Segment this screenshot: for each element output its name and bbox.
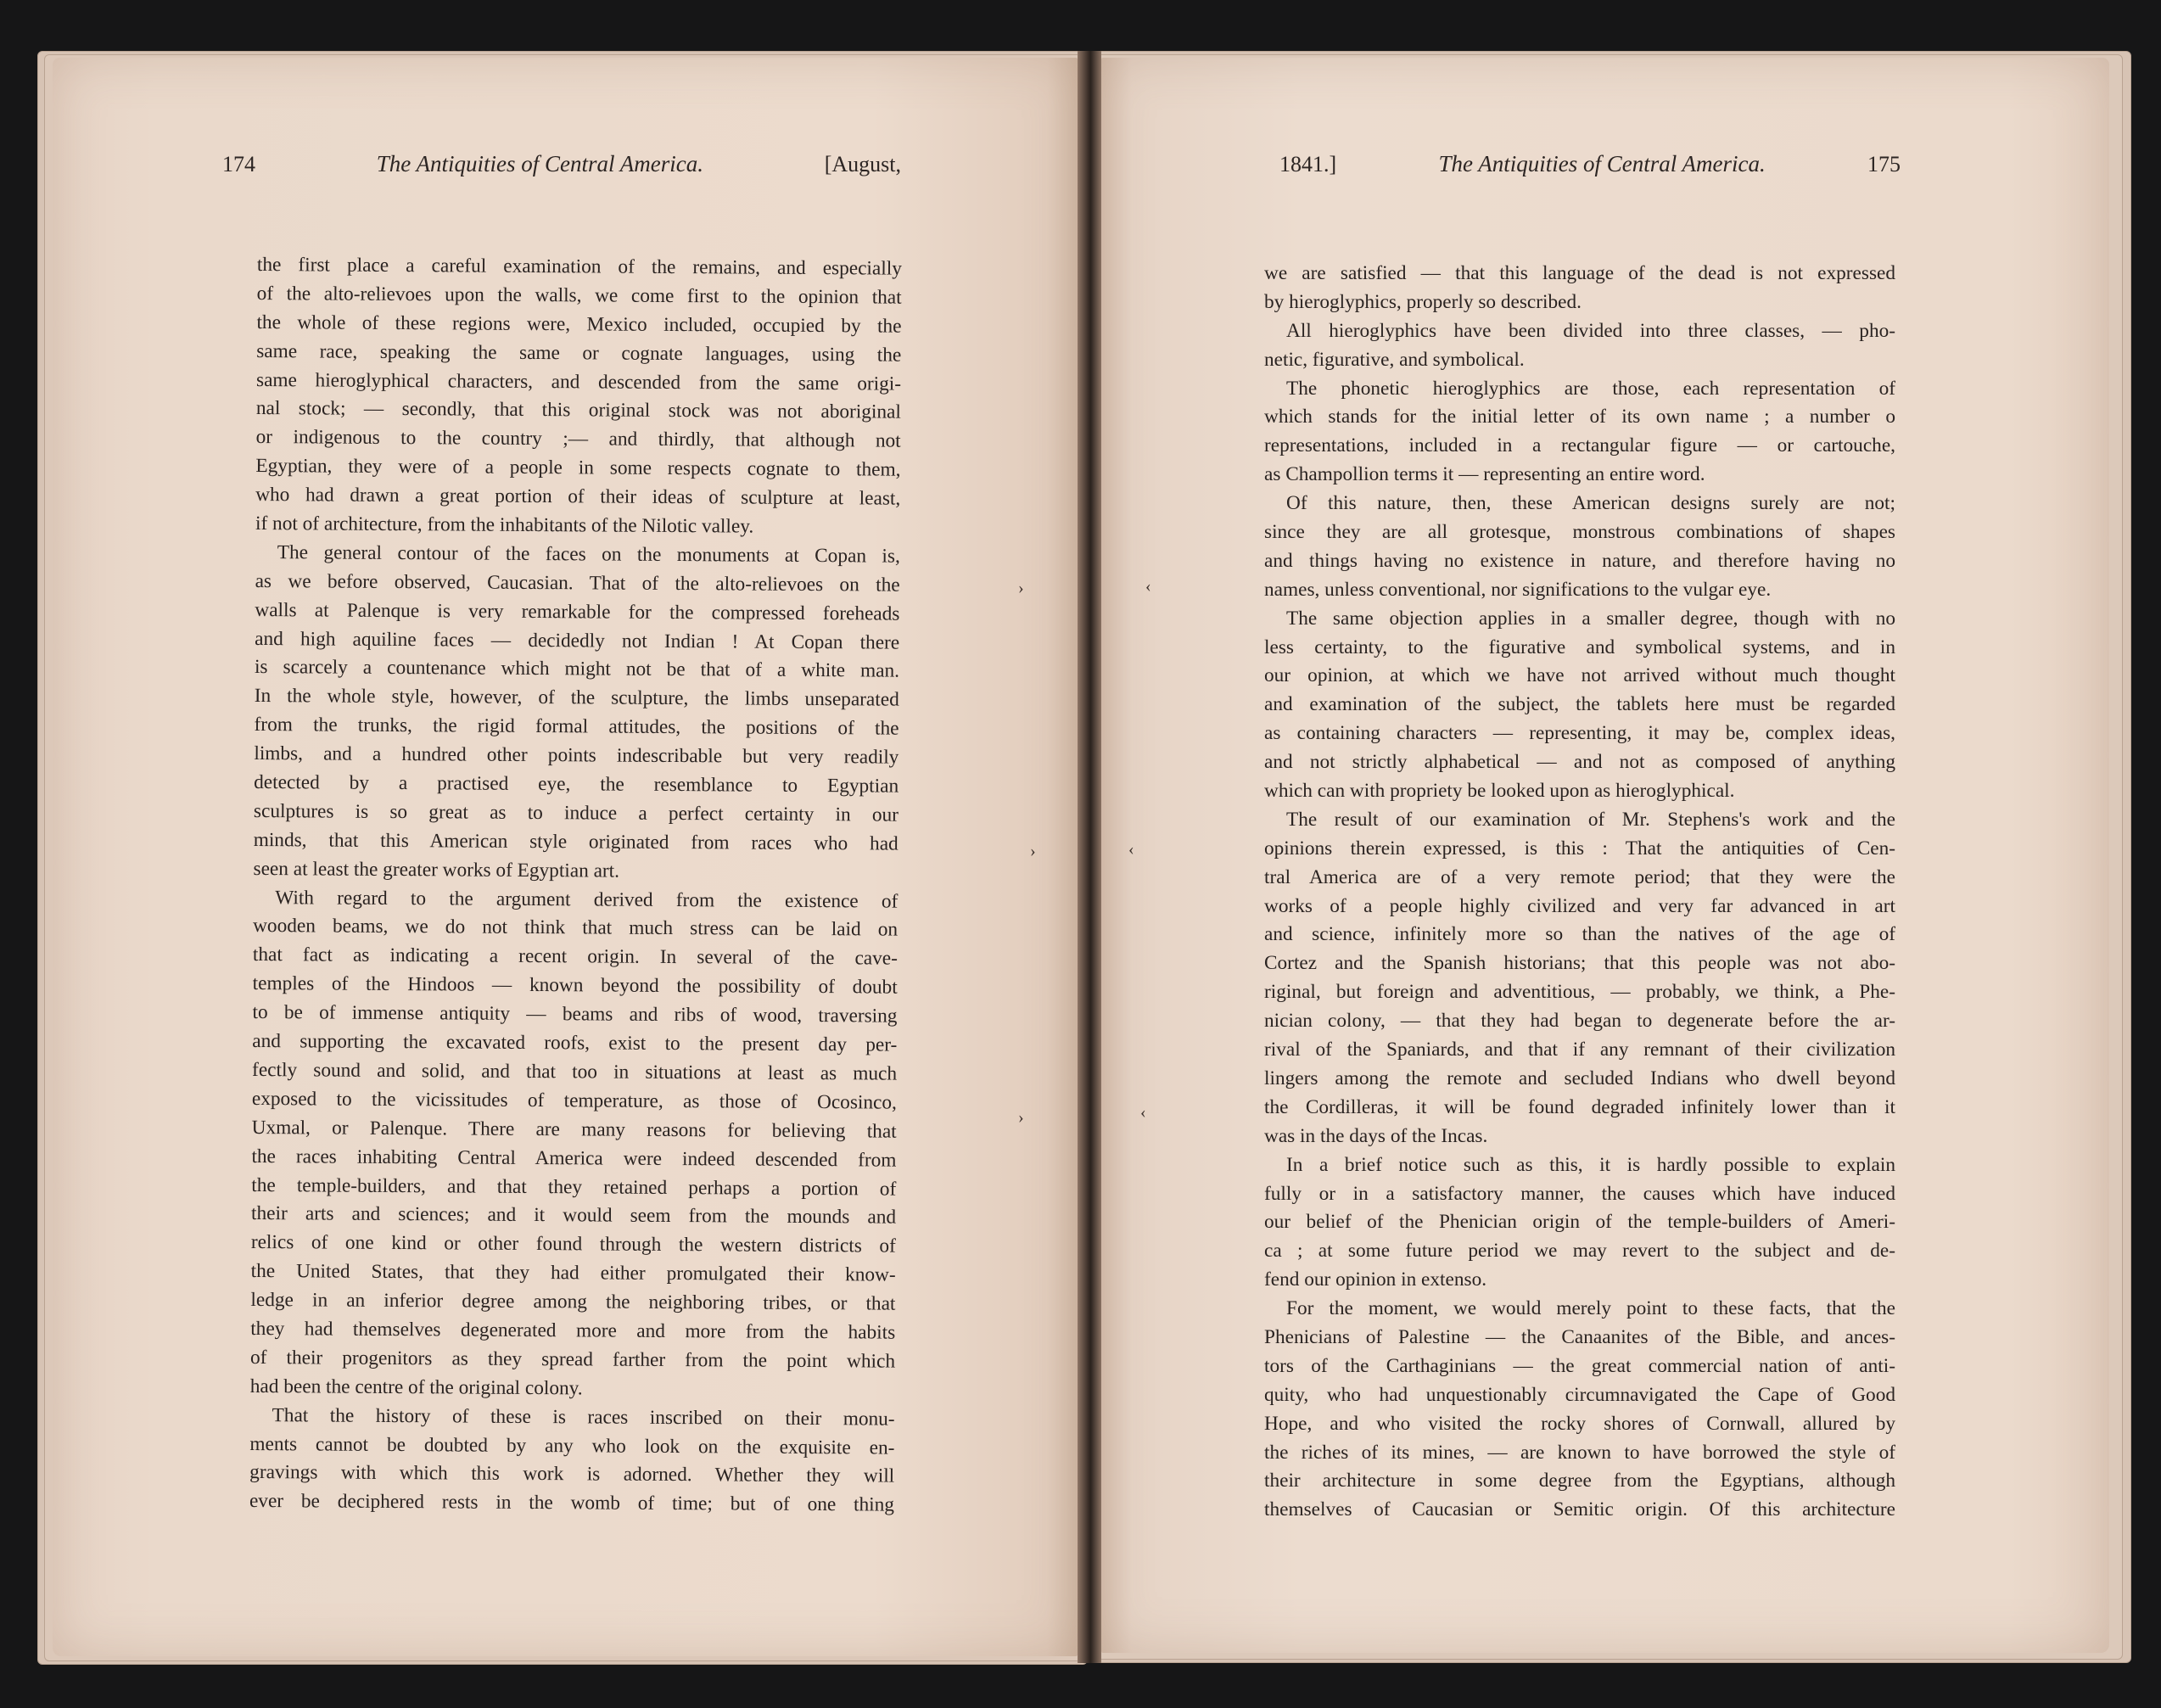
left-running-date: [August, <box>824 152 901 176</box>
text-line: minds, that this American style originated from races who had <box>253 828 899 855</box>
text-line: by hieroglyphics, properly so described. <box>1264 290 1582 313</box>
left-running-title: The Antiquities of Central America. <box>376 151 703 176</box>
text-line: the temple-builders, and that they retained perhaps a portion of <box>251 1173 897 1201</box>
right-text-column <box>1264 260 1895 1525</box>
text-line: works of a people highly civilized and very far advanced in art <box>1264 894 1895 917</box>
text-line: tral America are of a very remote period; that they were the <box>1264 865 1895 888</box>
left-page-number: 174 <box>222 152 255 176</box>
text-line: nal stock; — secondly, that this original stock was not aboriginal <box>255 397 901 424</box>
text-line: as containing characters — representing, it may be, complex ideas, <box>1264 722 1895 745</box>
gutter-mark: › <box>1018 579 1024 597</box>
text-line: representations, included in a rectangular figure — or cartouche, <box>1264 434 1895 457</box>
text-line: detected by a practised eye, the resemblance to Egyptian <box>254 771 899 798</box>
text-line: Of this nature, then, these American designs surely are not; <box>1286 492 1895 515</box>
gutter-mark: › <box>1018 1108 1024 1127</box>
text-line: seen at least the greater works of Egyptian art. <box>253 857 620 882</box>
text-line: Hope, and who visited the rocky shores of Cornwall, allured by <box>1264 1412 1895 1435</box>
text-line: The phonetic hieroglyphics are those, each representation of <box>1286 377 1895 400</box>
text-line: That the history of these is races inscribed on their monu- <box>272 1403 895 1431</box>
right-running-date: 1841.] <box>1279 152 1337 176</box>
text-line: riginal, but foreign and adventitious, — probably, we think, a Phe- <box>1264 981 1895 1004</box>
text-line: was in the days of the Incas. <box>1264 1124 1488 1147</box>
text-line: their arts and sciences; and it would seem from the mounds and <box>250 1202 897 1229</box>
text-line: the races inhabiting Central America were indeed descended from <box>251 1145 897 1172</box>
text-line: is scarcely a countenance which might not be that of a white man. <box>254 656 900 683</box>
text-line: netic, figurative, and symbolical. <box>1264 348 1525 371</box>
text-line: who had drawn a great portion of their ideas of sculpture at least, <box>255 484 901 510</box>
text-line: the riches of its mines, — are known to have borrowed the style of <box>1264 1441 1895 1464</box>
gutter-mark: ‹ <box>1140 1103 1146 1122</box>
text-line: With regard to the argument derived from the existence of <box>275 886 899 913</box>
text-line: their architecture in some degree from the Egyptians, although <box>1264 1470 1895 1492</box>
text-line: rival of the Spaniards, and that if any remnant of their civilization <box>1264 1039 1895 1061</box>
text-line: ments cannot be doubted by any who look on the exquisite en- <box>249 1432 895 1459</box>
text-line: nician colony, — that they had began to degenerate before the ar- <box>1264 1010 1895 1033</box>
text-line: names, unless conventional, nor significations to the vulgar eye. <box>1264 578 1772 601</box>
text-line: as we before observed, Caucasian. That of the alto-relievoes on the <box>255 569 900 596</box>
text-line: and examination of the subject, the tablets here must be regarded <box>1264 693 1895 716</box>
book-gutter <box>1078 51 1101 1663</box>
right-running-title: The Antiquities of Central America. <box>1438 151 1766 176</box>
text-line: as Champollion terms it — representing an entire word. <box>1264 463 1705 486</box>
text-line: limbs, and a hundred other points indescribable but very readily <box>254 742 899 769</box>
text-line: the Cordilleras, it will be found degraded infinitely lower than it <box>1264 1095 1895 1118</box>
text-line: the United States, that they had either promulgated their know- <box>250 1260 896 1286</box>
text-line: lingers among the remote and secluded Indians who dwell beyond <box>1264 1067 1895 1089</box>
text-line: that fact as indicating a recent origin. In several of the cave- <box>252 944 898 971</box>
text-line: to be of immense antiquity — beams and ribs of wood, traversing <box>252 1001 898 1028</box>
text-line: the whole of these regions were, Mexico included, occupied by the <box>256 311 902 338</box>
text-line: relics of one kind or other found through the western districts of <box>250 1231 896 1257</box>
text-line: quity, who had unquestionably circumnavigated the Cape of Good <box>1264 1383 1895 1406</box>
text-line: our opinion, at which we have not arrived without much thought <box>1264 664 1895 687</box>
gutter-mark: ‹ <box>1145 577 1151 596</box>
text-line: fend our opinion in extenso. <box>1264 1268 1487 1291</box>
text-line: In the whole style, however, of the sculpture, the limbs unseparated <box>254 685 899 711</box>
text-line: fectly sound and solid, and that too in situations at least as much <box>252 1058 898 1085</box>
text-line: which can with propriety be looked upon as hieroglyphical. <box>1264 780 1735 803</box>
text-line: ever be deciphered rests in the womb of time; but of one thing <box>249 1490 895 1516</box>
text-line: if not of architecture, from the inhabitants of the Nilotic valley. <box>255 512 754 538</box>
text-line: Phenicians of Palestine — the Canaanites of the Bible, and ances- <box>1264 1325 1895 1348</box>
text-line: of the alto-relievoes upon the walls, we come first to the opinion that <box>256 282 902 309</box>
text-line: The same objection applies in a smaller degree, though with no <box>1286 607 1895 630</box>
text-line: fully or in a satisfactory manner, the causes which have induced <box>1264 1182 1895 1205</box>
text-line: In a brief notice such as this, it is hardly possible to explain <box>1286 1153 1895 1176</box>
left-running-head <box>222 151 901 185</box>
text-line: themselves of Caucasian or Semitic origin. Of this architecture <box>1264 1498 1895 1521</box>
text-line: less certainty, to the figurative and symbolical systems, and in <box>1264 636 1895 658</box>
gutter-mark: ‹ <box>1128 840 1134 859</box>
text-line: gravings with which this work is adorned. Whether they will <box>249 1461 895 1488</box>
text-line: of their progenitors as they spread farther from the point which <box>249 1346 896 1373</box>
text-line: ledge in an inferior degree among the neighboring tribes, or that <box>250 1289 896 1315</box>
text-line: from the trunks, the rigid formal attitudes, the positions of the <box>254 714 899 740</box>
text-line: and things having no existence in nature, and therefore having no <box>1264 549 1895 572</box>
right-running-head <box>1279 151 1901 185</box>
text-line: they had themselves degenerated more and more from the habits <box>250 1317 896 1344</box>
text-line: sculptures is so great as to induce a perfect certainty in our <box>253 799 899 826</box>
text-line: had been the centre of the original colony. <box>249 1375 583 1400</box>
right-page-number: 175 <box>1867 152 1901 176</box>
text-line: exposed to the vicissitudes of temperature, as those of Ocosinco, <box>251 1087 897 1114</box>
text-line: same race, speaking the same or cognate languages, using the <box>256 339 902 367</box>
text-line: walls at Palenque is very remarkable for the compressed foreheads <box>255 598 900 625</box>
text-line: or indigenous to the country ;— and thirdly, that although not <box>255 426 901 452</box>
left-text-column <box>249 251 902 1520</box>
text-line: which stands for the initial letter of its own name ; a number o <box>1264 406 1895 428</box>
text-line: ca ; at some future period we may revert to the subject and de- <box>1264 1240 1895 1263</box>
text-line: Cortez and the Spanish historians; that this people was not abo- <box>1264 952 1895 975</box>
text-line: All hieroglyphics have been divided into three classes, — pho- <box>1286 319 1895 342</box>
text-line: same hieroglyphical characters, and descended from the same origi- <box>255 368 902 395</box>
text-line: and not strictly alphabetical — and not as composed of anything <box>1264 751 1895 774</box>
text-line: For the moment, we would merely point to these facts, that the <box>1286 1297 1895 1320</box>
text-line: and high aquiline faces — decidedly not Indian ! At Copan there <box>255 627 900 654</box>
text-line: opinions therein expressed, is this : That the antiquities of Cen- <box>1264 837 1895 860</box>
text-line: Egyptian, they were of a people in some respects cognate to them, <box>255 455 901 481</box>
text-line: and supporting the excavated roofs, exist to the present day per- <box>252 1030 898 1056</box>
text-line: the first place a careful examination of the remains, and especially <box>256 253 902 280</box>
text-line: temples of the Hindoos — known beyond the possibility of doubt <box>252 972 898 999</box>
text-line: since they are all grotesque, monstrous combinations of shapes <box>1264 521 1895 544</box>
text-line: tors of the Carthaginians — the great commercial nation of anti- <box>1264 1354 1895 1377</box>
text-line: Uxmal, or Palenque. There are many reasons for believing that <box>251 1116 897 1143</box>
text-line: we are satisfied — that this language of the dead is not expressed <box>1264 262 1895 284</box>
text-line: The general contour of the faces on the monuments at Copan is, <box>277 541 900 568</box>
text-line: wooden beams, we do not think that much stress can be laid on <box>253 915 899 942</box>
text-line: our belief of the Phenician origin of the temple-builders of Ameri- <box>1264 1211 1895 1234</box>
text-line: The result of our examination of Mr. Stephens's work and the <box>1286 808 1895 831</box>
gutter-mark: › <box>1030 842 1036 860</box>
text-line: and science, infinitely more so than the natives of the age of <box>1264 923 1895 946</box>
